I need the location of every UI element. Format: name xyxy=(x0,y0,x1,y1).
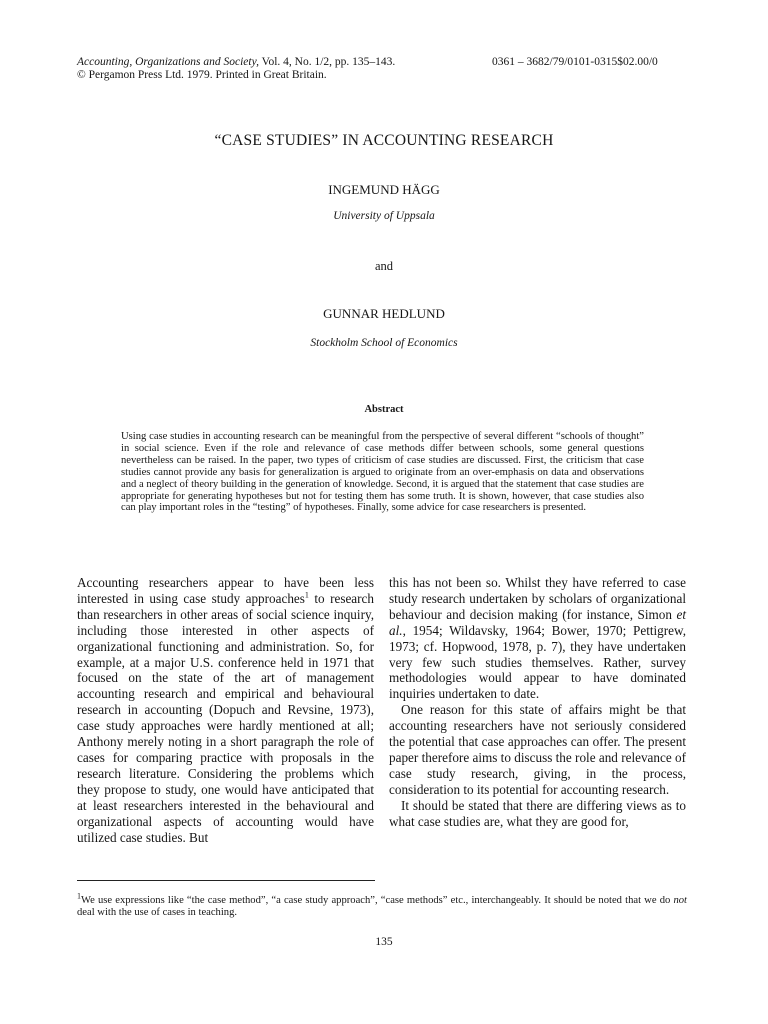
body-column-left xyxy=(77,575,374,845)
body-text: , 1954; Wildavsky, 1964; Bower, 1970; Pettigrew, 1973; cf. Hopwood, 1978, p. 7), they have undertaken very few such studies themselves. Rather, survey methodologies would appear to have dominated inquiries undertaken to date. xyxy=(389,622,686,702)
journal-issue: Vol. 4, No. 1/2, pp. 135–143. xyxy=(258,56,396,68)
footnote-text: deal with the use of cases in teaching. xyxy=(77,907,238,919)
footnote-emphasis: not xyxy=(673,895,687,906)
journal-name: Accounting, Organizations and Society, xyxy=(77,56,259,68)
abstract-heading: Abstract xyxy=(364,404,404,415)
body-column-right xyxy=(389,575,686,830)
body-paragraph: One reason for this state of affairs might be that accounting researchers have not seriously considered the potential that case approaches can offer. The present paper therefore aims to discuss the role and relevance of case study research, giving, in the process, consideration to its potential for accounting research. xyxy=(389,702,686,797)
author-name: INGEMUND HÄGG xyxy=(328,182,440,197)
footnote-divider xyxy=(77,880,375,881)
footnote xyxy=(77,891,687,920)
article-code: 0361 – 3682/79/0101-0315$02.00/0 xyxy=(492,56,658,68)
footnote-text: We use expressions like “the case method”, “a case study approach”, “case methods” etc., interchangeably. It should be noted that we do xyxy=(81,895,674,906)
abstract-text: Using case studies in accounting research can be meaningful from the perspective of several different “schools of thought” in social science. Even if the role and relevance of case methods differ between schools, some general questions nevertheless can be raised. In the paper, two types of criticism of case studies are discussed. First, the criticism that case studies cannot provide any basis for generalization is argued to originate from an over-emphasis on data and observations and a neglect of theory building in the generation of knowledge. Second, it is argued that the statement that case studies are appropriate for generating hypotheses but not for testing them has some truth. It is shown, however, that case studies also can play important roles in the “testing” of hypotheses. Finally, some advice for case researchers is presented. xyxy=(121,431,644,514)
and-separator: and xyxy=(374,259,394,273)
body-text: Accounting researchers appear to have been less interested in using case study approaches xyxy=(77,575,374,606)
body-paragraph xyxy=(389,575,686,702)
body-paragraph: It should be stated that there are differing views as to what case studies are, what they are good for, xyxy=(389,797,686,829)
footnote-marker: 1 xyxy=(77,891,81,901)
footnote-marker: 1 xyxy=(304,590,309,600)
body-text-italic: et al. xyxy=(389,606,686,638)
author-affiliation: University of Uppsala xyxy=(333,210,435,222)
body-paragraph xyxy=(77,575,374,845)
journal-citation xyxy=(77,56,395,82)
author-affiliation: Stockholm School of Economics xyxy=(310,337,458,349)
author-name: GUNNAR HEDLUND xyxy=(323,306,445,321)
publisher-line: © Pergamon Press Ltd. 1979. Printed in Great Britain. xyxy=(77,69,327,81)
body-text: to research than researchers in other areas of social science inquiry, including those interested in other aspects of organizational functioning and administration. So, for example, at a major U.S. conference held in 1971 that focused on the state of the art of management accounting research and empirical and behavioural research in accounting (Dopuch and Revsine, 1973), case study approaches were hardly mentioned at all; Anthony merely noting in a short paragraph the role of cases for comparing practice with proposals in the research literature. Considering the problems which they propose to study, one would have anticipated that at least researchers interested in the behavioural and organizational aspects of accounting would have utilized case studies. But xyxy=(77,590,374,845)
body-text: this has not been so. Whilst they have referred to case study research undertaken by scholars of organizational behaviour and decision making (for instance, Simon xyxy=(389,575,686,622)
page-number: 135 xyxy=(375,936,393,948)
journal-citation-line xyxy=(77,56,395,69)
article-title: “CASE STUDIES” IN ACCOUNTING RESEARCH xyxy=(214,132,554,149)
